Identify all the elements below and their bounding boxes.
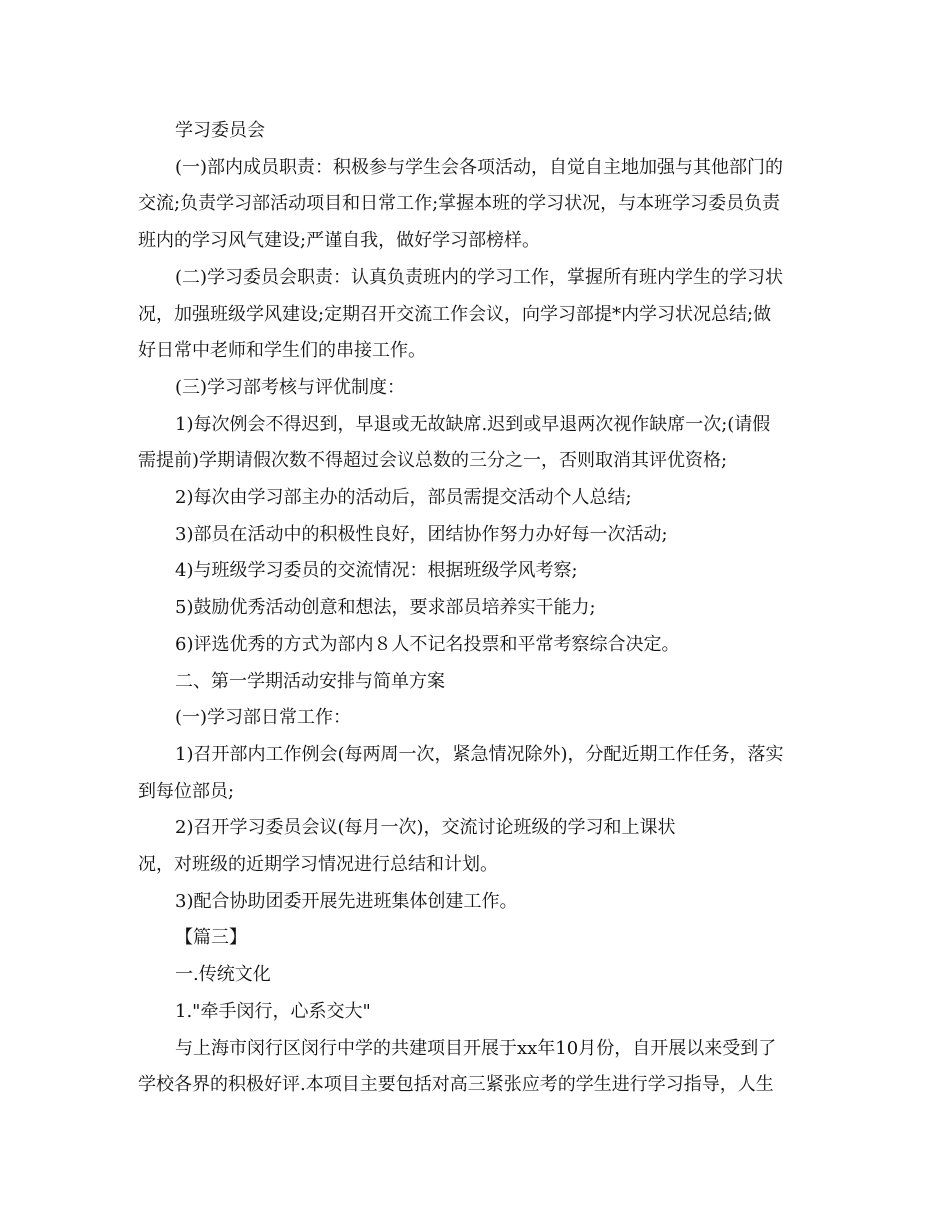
paragraph-rule-1: [138, 407, 810, 480]
text-line: 况，加强班级学风建设;定期召开交流工作会议，向学习部提*内学习状况总结;做: [138, 303, 772, 325]
text-line: 班内的学习风气建设;严谨自我，做好学习部榜样。: [138, 230, 541, 252]
text-line: 1)召开部内工作例会(每两周一次，紧急情况除外)，分配近期工作任务，落实: [175, 743, 784, 765]
paragraph-rule-6: 6)评选优秀的方式为部内８人不记名投票和平常考察综合决定。: [175, 633, 680, 655]
text-line: 好日常中老师和学生们的串接工作。: [138, 340, 426, 362]
text-line: 与上海市闵行区闵行中学的共建项目开展于xx年10月份，自开展以来受到了: [175, 1037, 777, 1059]
culture-heading: 一.传统文化: [175, 964, 271, 986]
paragraph-project-description: [138, 1031, 810, 1104]
text-line: 需提前)学期请假次数不得超过会议总数的三分之一，否则取消其评优资格;: [138, 450, 728, 472]
paragraph-daily-work-heading: (一)学习部日常工作：: [175, 707, 352, 729]
document-body: [138, 113, 810, 1104]
part-heading: 【篇三】: [175, 927, 247, 949]
text-line: 交流;负责学习部活动项目和日常工作;掌握本班的学习状况，与本班学习委员负责: [138, 193, 781, 215]
paragraph-daily-work-2: 2)召开学习委员会议(每月一次)，交流讨论班级的学习和上课状: [175, 817, 676, 839]
paragraph-rule-5: 5)鼓励优秀活动创意和想法，要求部员培养实干能力;: [175, 597, 596, 619]
paragraph-daily-work-3: 3)配合协助团委开展先进班集体创建工作。: [175, 890, 518, 912]
paragraph-rule-4: 4)与班级学习委员的交流情况：根据班级学风考察;: [175, 560, 578, 582]
paragraph-committee-duties: [138, 260, 810, 370]
section-heading-semester-plan: 二、第一学期活动安排与简单方案: [175, 670, 445, 692]
paragraph-member-duties: [138, 150, 810, 260]
paragraph-daily-work-1: [138, 737, 810, 810]
paragraph-evaluation-heading: (三)学习部考核与评优制度：: [175, 376, 406, 398]
text-line: 到每位部员;: [138, 780, 235, 802]
paragraph-rule-3: 3)部员在活动中的积极性良好，团结协作努力办好每一次活动;: [175, 523, 668, 545]
text-line: (一)部内成员职责：积极参与学生会各项活动，自觉自主地加强与其他部门的: [175, 156, 784, 178]
paragraph-daily-work-2-cont: 况，对班级的近期学习情况进行总结和计划。: [138, 854, 498, 876]
text-line: (二)学习委员会职责：认真负责班内的学习工作，掌握所有班内学生的学习状: [175, 266, 784, 288]
text-line: 1)每次例会不得迟到，早退或无故缺席.迟到或早退两次视作缺席一次;(请假: [175, 413, 771, 435]
paragraph-rule-2: 2)每次由学习部主办的活动后，部员需提交活动个人总结;: [175, 487, 632, 509]
project-heading: 1."牵手闵行，心系交大": [175, 1000, 371, 1022]
committee-heading: 学习委员会: [175, 120, 265, 141]
text-line: 学校各界的积极好评.本项目主要包括对高三紧张应考的学生进行学习指导，人生: [138, 1074, 774, 1096]
